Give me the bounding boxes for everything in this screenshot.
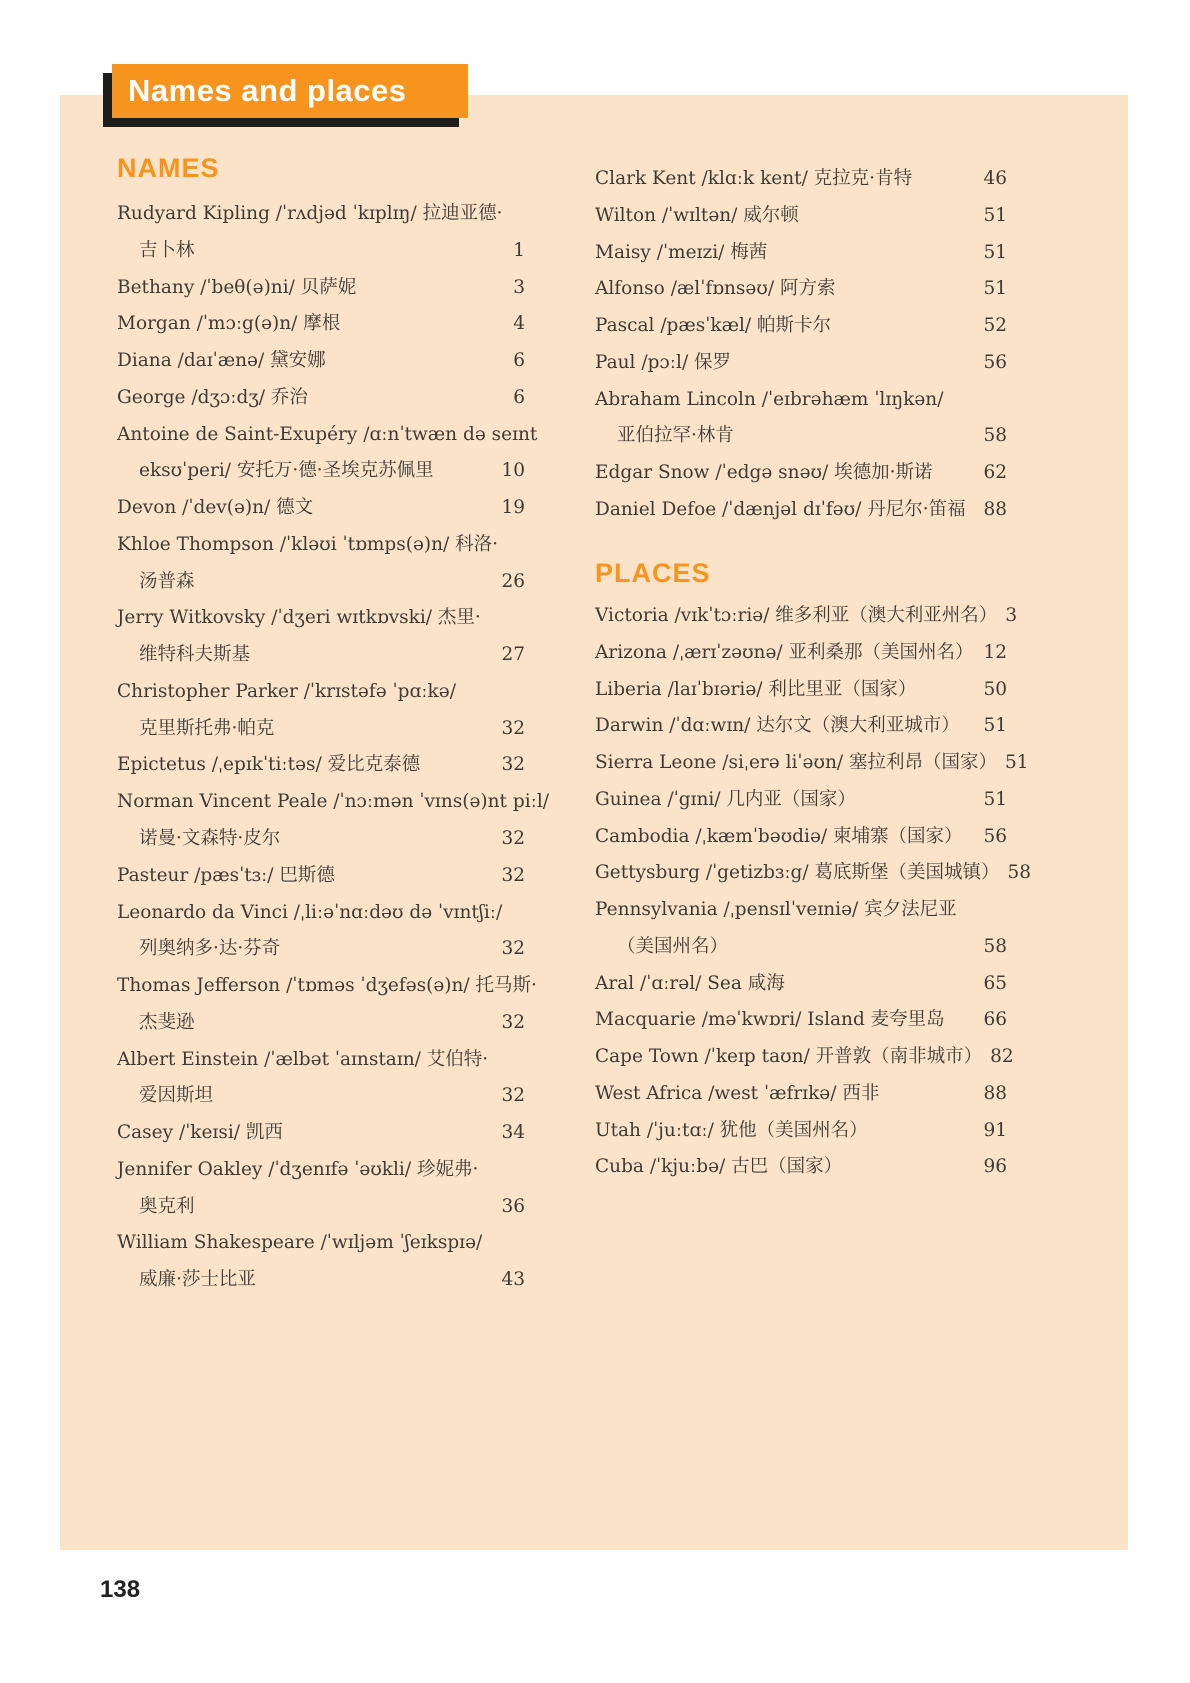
index-entry-line — [595, 929, 1007, 966]
index-entry-line — [117, 637, 525, 674]
index-entry-line — [117, 1152, 525, 1189]
index-entry-line — [117, 380, 525, 417]
entry-page-number: 51 — [983, 788, 1007, 810]
page-title: Names and places — [128, 73, 407, 108]
entry-page-number: 56 — [983, 351, 1007, 373]
index-entry-line — [595, 1113, 1007, 1150]
entry-page-number: 66 — [983, 1009, 1007, 1031]
index-entry-line — [117, 711, 525, 748]
index-entry-line — [117, 527, 525, 564]
index-entry-line — [595, 672, 1007, 709]
entry-text: Morgan /ˈmɔːg(ə)n/ 摩根 — [117, 313, 341, 335]
entry-page-number: 26 — [501, 570, 525, 592]
entry-text: Gettysburg /ˈgetizbɜːg/ 葛底斯堡（美国城镇） — [595, 862, 1000, 884]
entry-text: Darwin /ˈdɑːwɪn/ 达尔文（澳大利亚城市） — [595, 715, 960, 737]
entry-text: Khloe Thompson /ˈkləʊi ˈtɒmps(ə)n/ 科洛· — [117, 533, 499, 555]
index-entry-line — [117, 1042, 525, 1079]
entry-text: Liberia /laɪˈbɪəriə/ 利比里亚（国家） — [595, 678, 917, 700]
index-entry-line — [117, 1115, 525, 1152]
entry-text: Sierra Leone /siˌerə liˈəʊn/ 塞拉利昂（国家） — [595, 752, 997, 774]
index-entry-line — [117, 453, 525, 490]
entry-page-number: 51 — [983, 241, 1007, 263]
index-entry-line — [595, 635, 1007, 672]
entry-text: Daniel Defoe /ˈdænjəl dɪˈfəʊ/ 丹尼尔·笛福 — [595, 498, 966, 520]
entry-text: 爱因斯坦 — [139, 1085, 214, 1107]
index-entry-line — [117, 968, 537, 1005]
entry-page-number: 88 — [983, 1082, 1007, 1104]
entry-text: Paul /pɔːl/ 保罗 — [595, 351, 732, 373]
entry-text: 吉卜林 — [139, 239, 195, 261]
index-entry-line — [595, 1039, 1014, 1076]
entry-text: Victoria /vɪkˈtɔːriə/ 维多利亚（澳大利亚州名） — [595, 605, 998, 626]
index-entry-line — [117, 1005, 525, 1042]
entry-text: 亚伯拉罕·林肯 — [617, 425, 734, 447]
index-entry-line — [595, 382, 1007, 419]
entry-text: Utah /ˈjuːtɑː/ 犹他（美国州名） — [595, 1119, 868, 1141]
entry-page-number: 32 — [501, 864, 525, 886]
entry-page-number: 32 — [501, 717, 525, 739]
entry-text: Thomas Jefferson /ˈtɒməs ˈdʒefəs(ə)n/ 托马斯· — [117, 975, 537, 997]
entry-text: Norman Vincent Peale /ˈnɔːmən ˈvɪns(ə)nt piːl/ — [117, 791, 550, 813]
entry-text: Casey /ˈkeɪsi/ 凯西 — [117, 1122, 283, 1144]
index-entry-line — [117, 895, 525, 932]
entry-page-number: 50 — [983, 678, 1007, 700]
entry-text: Antoine de Saint-Exupéry /ɑːnˈtwæn də seɪnt — [117, 423, 538, 445]
entry-text: 列奥纳多·达·芬奇 — [139, 938, 281, 960]
entry-text: Christopher Parker /ˈkrɪstəfə ˈpɑːkə/ — [117, 680, 456, 702]
entry-page-number: 91 — [983, 1119, 1007, 1141]
index-entry-line — [117, 1262, 525, 1299]
entry-text: Albert Einstein /ˈælbət ˈaɪnstaɪn/ 艾伯特· — [117, 1048, 489, 1070]
entry-page-number: 36 — [501, 1195, 525, 1217]
index-entry-line — [117, 490, 525, 527]
entry-text: （美国州名） — [617, 935, 729, 957]
header-banner — [112, 64, 468, 118]
entry-text: Edgar Snow /ˈedgə snəʊ/ 埃德加·斯诺 — [595, 462, 933, 484]
entry-page-number: 19 — [501, 497, 525, 519]
entry-text: George /dʒɔːdʒ/ 乔治 — [117, 386, 308, 408]
index-entry-line — [595, 271, 1007, 308]
entry-page-number: 27 — [501, 644, 525, 666]
index-entry-line — [595, 455, 1007, 492]
entry-text: Abraham Lincoln /ˈeɪbrəhæm ˈlɪŋkən/ — [595, 388, 944, 410]
entry-page-number: 1 — [513, 239, 525, 261]
index-entry-line — [595, 892, 1007, 929]
entry-text: Cuba /ˈkjuːbə/ 古巴（国家） — [595, 1156, 843, 1178]
entry-text: Cape Town /ˈkeɪp taʊn/ 开普敦（南非城市） — [595, 1046, 983, 1068]
index-entry-line — [595, 235, 1007, 272]
index-entry-line — [595, 1076, 1007, 1113]
index-entry-line — [595, 708, 1007, 745]
entry-page-number: 4 — [513, 313, 525, 335]
index-entry-line — [117, 784, 550, 821]
entry-text: Pasteur /pæsˈtɜː/ 巴斯德 — [117, 864, 335, 886]
entry-text: Guinea /ˈgɪni/ 几内亚（国家） — [595, 788, 856, 810]
entry-page-number: 32 — [501, 938, 525, 960]
entry-text: West Africa /west ˈæfrɪkə/ 西非 — [595, 1082, 880, 1104]
index-entry-line — [117, 1189, 525, 1226]
entry-text: 诺曼·文森特·皮尔 — [139, 828, 281, 850]
entry-page-number: 51 — [983, 204, 1007, 226]
index-entry-line — [117, 747, 525, 784]
index-entry-line — [117, 270, 525, 307]
entry-text: Rudyard Kipling /ˈrʌdjəd ˈkɪplɪŋ/ 拉迪亚德· — [117, 203, 503, 224]
index-entry-line — [595, 492, 1007, 529]
entry-page-number: 12 — [983, 641, 1007, 663]
entry-page-number: 51 — [1004, 752, 1029, 774]
entry-page-number: 3 — [1005, 605, 1018, 626]
index-entry-line — [595, 198, 1007, 235]
index-entry-line — [117, 931, 525, 968]
entry-text: Pascal /pæsˈkæl/ 帕斯卡尔 — [595, 315, 832, 337]
entry-text: Devon /ˈdev(ə)n/ 德文 — [117, 497, 314, 519]
names-column-right — [595, 161, 1007, 529]
entry-text: 威廉·莎士比亚 — [139, 1269, 256, 1291]
entry-text: Wilton /ˈwɪltən/ 威尔顿 — [595, 204, 799, 226]
entry-text: Aral /ˈɑːrəl/ Sea 咸海 — [595, 972, 785, 994]
index-entry-line — [595, 161, 1007, 198]
index-entry-line — [595, 345, 1007, 382]
index-entry-line — [595, 1149, 1007, 1186]
index-entry-line — [117, 306, 525, 343]
content-area — [60, 73, 1128, 1550]
entry-page-number: 65 — [983, 972, 1007, 994]
index-entry-line — [595, 966, 1007, 1003]
entry-page-number: 32 — [501, 1085, 525, 1107]
index-entry-line — [595, 418, 1007, 455]
entry-text: Macquarie /məˈkwɒri/ Island 麦夸里岛 — [595, 1009, 945, 1031]
entry-text: Arizona /ˌærɪˈzəʊnə/ 亚利桑那（美国州名） — [595, 641, 974, 663]
entry-text: Diana /daɪˈænə/ 黛安娜 — [117, 350, 326, 372]
entry-page-number: 32 — [501, 1011, 525, 1033]
entry-page-number: 6 — [513, 350, 525, 372]
index-entry-line — [595, 598, 1018, 635]
index-entry-line — [117, 600, 525, 637]
entry-text: Cambodia /ˌkæmˈbəʊdiə/ 柬埔寨（国家） — [595, 825, 963, 847]
entry-text: William Shakespeare /ˈwɪljəm ˈʃeɪkspɪə/ — [117, 1232, 483, 1254]
index-entry-line — [595, 308, 1007, 345]
index-entry-line — [595, 1002, 1007, 1039]
index-entry-line — [595, 819, 1007, 856]
entry-text: Leonardo da Vinci /ˌliːəˈnɑːdəʊ də ˈvɪntʃiː/ — [117, 901, 503, 923]
entry-page-number: 32 — [501, 828, 525, 850]
entry-page-number: 10 — [501, 460, 525, 482]
entry-page-number: 88 — [983, 498, 1007, 520]
entry-text: Maisy /ˈmeɪzi/ 梅茜 — [595, 241, 768, 263]
index-entry-line — [117, 196, 525, 233]
entry-text: 汤普森 — [139, 570, 195, 592]
index-entry-line — [117, 343, 525, 380]
entry-page-number: 82 — [990, 1046, 1014, 1068]
page-number-footer: 138 — [100, 1576, 141, 1603]
entry-page-number: 6 — [513, 386, 525, 408]
entry-text: Jennifer Oakley /ˈdʒenɪfə ˈəʊkli/ 珍妮弗· — [117, 1158, 479, 1180]
index-entry-line — [117, 233, 525, 270]
entry-page-number: 58 — [983, 425, 1007, 447]
entry-text: Jerry Witkovsky /ˈdʒeri wɪtkɒvski/ 杰里· — [117, 607, 481, 629]
names-column-left — [117, 196, 550, 1299]
entry-page-number: 58 — [1007, 862, 1032, 884]
entry-text: 维特科夫斯基 — [139, 644, 251, 666]
entry-page-number: 96 — [983, 1156, 1007, 1178]
entry-page-number: 58 — [983, 935, 1007, 957]
entry-page-number: 46 — [983, 168, 1007, 189]
entry-page-number: 3 — [513, 276, 525, 298]
index-entry-line — [117, 417, 538, 454]
entry-text: 克里斯托弗·帕克 — [139, 717, 275, 739]
entry-page-number: 52 — [983, 315, 1007, 337]
entry-text: Pennsylvania /ˌpensɪlˈveɪniə/ 宾夕法尼亚 — [595, 899, 957, 921]
index-entry-line — [117, 564, 525, 601]
names-section-heading: NAMES — [117, 153, 220, 183]
entry-text: Epictetus /ˌepɪkˈtiːtəs/ 爱比克泰德 — [117, 754, 421, 776]
entry-page-number: 62 — [983, 462, 1007, 484]
index-entry-line — [117, 1225, 525, 1262]
entry-text: 杰斐逊 — [139, 1011, 195, 1033]
index-entry-line — [595, 745, 1029, 782]
places-section-heading: PLACES — [595, 558, 711, 588]
entry-text: Alfonso /ælˈfɒnsəʊ/ 阿方索 — [595, 278, 836, 300]
entry-page-number: 43 — [501, 1269, 525, 1291]
entry-page-number: 56 — [983, 825, 1007, 847]
places-column — [595, 598, 1032, 1186]
entry-page-number: 51 — [983, 278, 1007, 300]
entry-page-number: 34 — [501, 1122, 525, 1144]
entry-text: eksʊˈperi/ 安托万·德·圣埃克苏佩里 — [139, 460, 434, 482]
index-entry-line — [595, 782, 1007, 819]
index-entry-line — [117, 858, 525, 895]
index-entry-line — [117, 1078, 525, 1115]
index-entry-line — [595, 855, 1032, 892]
index-entry-line — [117, 674, 525, 711]
entry-text: Clark Kent /klɑːk kent/ 克拉克·肯特 — [595, 168, 913, 189]
index-entry-line — [117, 821, 525, 858]
entry-page-number: 32 — [501, 754, 525, 776]
entry-text: Bethany /ˈbeθ(ə)ni/ 贝萨妮 — [117, 276, 357, 298]
entry-text: 奥克利 — [139, 1195, 195, 1217]
entry-page-number: 51 — [983, 715, 1007, 737]
